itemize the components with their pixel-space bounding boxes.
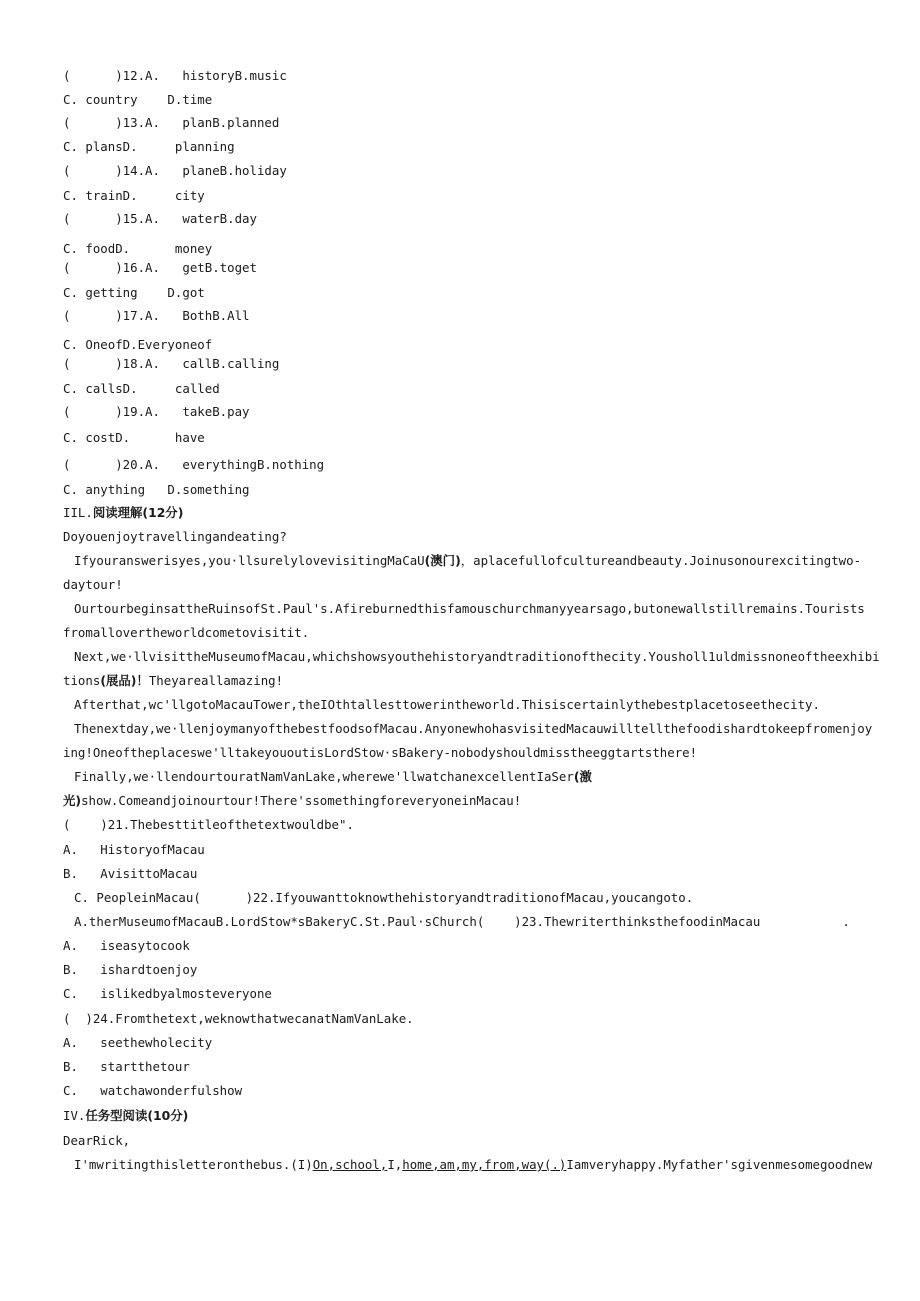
passage-p3-text-b: Theyareallamazing! <box>148 673 284 688</box>
passage-p3-text-a: tions <box>63 673 101 688</box>
choice-14-line1: ( )14.A. planeB.holiday <box>63 163 287 178</box>
passage-p3-chinese: (展品)！ <box>100 673 149 688</box>
passage-p3-line2 <box>63 673 283 689</box>
choice-12-line1: ( )12.A. historyB.music <box>63 68 287 83</box>
question-24: ( )24.Fromthetext,weknowthatwecanatNamVanLake. <box>63 1011 414 1026</box>
passage-p1-text-b: ，aplacefullofcultureandbeauty.Joinusonourexcitingtwo- <box>460 553 862 568</box>
question-23-option-b: B. ishardtoenjoy <box>63 962 198 977</box>
passage-p3-line1: Next,we·llvisittheMuseumofMacau,whichshowsyouthehistoryandtraditionofthecity.Yousholl1uldmissnoneoftheexhibi <box>74 649 880 664</box>
passage-p1-chinese: (澳门) <box>424 553 461 568</box>
passage-p5-line2: ing!Oneoftheplaceswe'lltakeyououtisLordStow·sBakery-nobodyshouldmisstheeggtartsthere! <box>63 745 698 760</box>
question-22-options-and-23: A.therMuseumofMacauB.LordStow*sBakeryC.St.Paul·sChurch( )23.ThewriterthinksthefoodinMacau . <box>74 914 850 929</box>
section-3-numeral: IIL. <box>63 505 93 520</box>
passage-p6-text-a: Finally,we·llendourtouratNamVanLake,wherewe'llwatchanexcellentIaSer <box>74 769 574 784</box>
passage-p6-chinese-a: (激 <box>573 769 592 784</box>
passage-p4: Afterthat,wc'llgotoMacauTower,theIOthtallesttowerintheworld.Thisiscertainlythebestplacetoseethecity. <box>74 697 820 712</box>
choice-20-line2: C. anything D.something <box>63 482 250 497</box>
choice-12-line2: C. country D.time <box>63 92 213 107</box>
letter-greeting: DearRick, <box>63 1133 131 1148</box>
question-23-option-c: C. islikedbyalmosteveryone <box>63 986 272 1001</box>
choice-15-line1: ( )15.A. waterB.day <box>63 211 257 226</box>
letter-text-a: I'mwritingthisletteronthebus.(I) <box>74 1157 313 1172</box>
letter-text-b: I, <box>387 1157 403 1172</box>
passage-p6-text-b: show.Comeandjoinourtour!There'ssomethingforeveryoneinMacau! <box>81 793 522 808</box>
passage-p2-line2: fromallovertheworldcometovisitit. <box>63 625 310 640</box>
question-21-option-b: B. AvisittoMacau <box>63 866 198 881</box>
passage-p6-chinese-b: 光) <box>63 793 82 808</box>
choice-18-line2: C. callsD. called <box>63 381 220 396</box>
question-21: ( )21.Thebesttitleofthetextwouldbe". <box>63 817 354 832</box>
passage-p1-line1 <box>74 553 861 569</box>
section-3-title: 阅读理解(12分) <box>92 505 184 520</box>
question-23-option-a: A. iseasytocook <box>63 938 190 953</box>
section-4-numeral: IV. <box>63 1108 86 1123</box>
choice-16-line1: ( )16.A. getB.toget <box>63 260 257 275</box>
question-24-option-b: B. startthetour <box>63 1059 190 1074</box>
choice-17-line2: C. OneofD.Everyoneof <box>63 337 213 352</box>
section-4-heading <box>63 1108 188 1124</box>
question-21-option-a: A. HistoryofMacau <box>63 842 205 857</box>
section-4-title: 任务型阅读(10分) <box>85 1108 189 1123</box>
passage-p6-line1 <box>74 769 592 785</box>
section-3-heading <box>63 505 183 521</box>
choice-17-line1: ( )17.A. BothB.All <box>63 308 250 323</box>
choice-13-line1: ( )13.A. planB.planned <box>63 115 280 130</box>
question-24-option-a: A. seethewholecity <box>63 1035 213 1050</box>
question-24-option-c: C. watchawonderfulshow <box>63 1083 243 1098</box>
choice-20-line1: ( )20.A. everythingB.nothing <box>63 457 325 472</box>
choice-19-line1: ( )19.A. takeB.pay <box>63 404 250 419</box>
choice-15-line2: C. foodD. money <box>63 241 213 256</box>
passage-p1-line2: daytour! <box>63 577 123 592</box>
choice-19-line2: C. costD. have <box>63 430 205 445</box>
letter-underlined-words-2: home,am,my,from,way(.) <box>402 1157 567 1172</box>
passage-p5-line1: Thenextday,we·llenjoymanyofthebestfoodsofMacau.AnyonewhohasvisitedMacauwilltellthefoodishardtokeepfromenjoy <box>74 721 873 736</box>
passage-p6-line2 <box>63 793 521 809</box>
letter-line-1 <box>74 1157 872 1173</box>
passage-p2-line1: OurtourbeginsattheRuinsofSt.Paul's.Afireburnedthisfamouschurchmanyyearsago,butonewallstillremains.Tourists <box>74 601 865 616</box>
letter-text-c: Iamveryhappy.Myfather'sgivenmesomegoodnew <box>566 1157 873 1172</box>
choice-13-line2: C. plansD. planning <box>63 139 235 154</box>
choice-16-line2: C. getting D.got <box>63 285 205 300</box>
letter-underlined-words-1: On,school, <box>312 1157 388 1172</box>
question-21-option-c-and-22: C. PeopleinMacau( )22.IfyouwanttoknowthehistoryandtraditionofMacau,youcangoto. <box>74 890 694 905</box>
choice-18-line1: ( )18.A. callB.calling <box>63 356 280 371</box>
passage-p1-text-a: Ifyouranswerisyes,you·llsurelylovevisitingMaCaU <box>74 553 425 568</box>
choice-14-line2: C. trainD. city <box>63 188 205 203</box>
passage-intro: Doyouenjoytravellingandeating? <box>63 529 287 544</box>
